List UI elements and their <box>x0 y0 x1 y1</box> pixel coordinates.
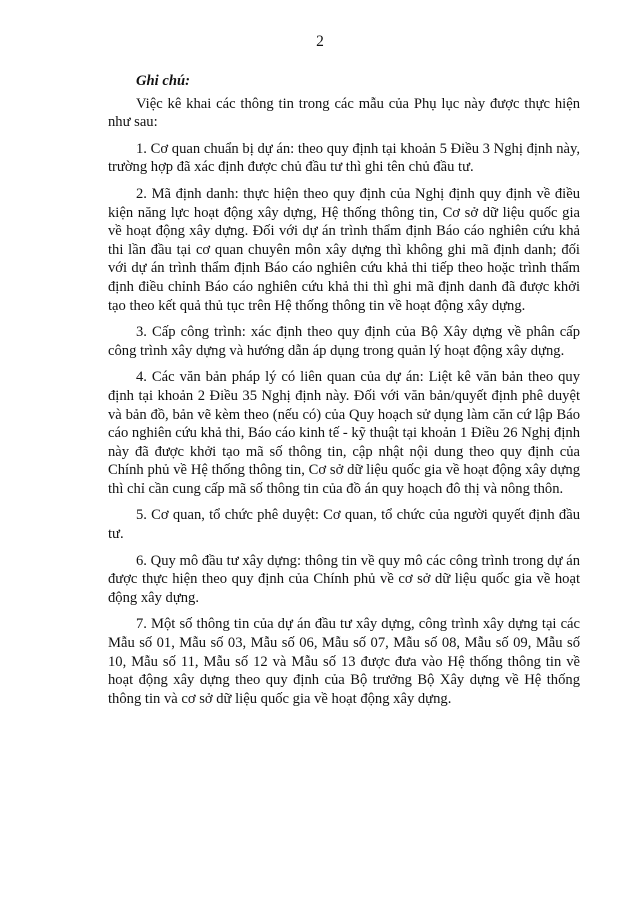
note-item-1: 1. Cơ quan chuẩn bị dự án: theo quy định tại khoản 5 Điều 3 Nghị định này, trường hợp đã xác định được chủ đầu tư thì ghi tên chủ đầu tư. <box>108 140 580 176</box>
note-item-5: 5. Cơ quan, tổ chức phê duyệt: Cơ quan, tổ chức của người quyết định đầu tư. <box>108 507 580 543</box>
note-item-2: 2. Mã định danh: thực hiện theo quy định của Nghị định quy định về điều kiện năng lực hoạt động xây dựng, Hệ thống thông tin, Cơ sở dữ liệu quốc gia về hoạt động xây dựng. Đối với dự án trình thẩm định Báo cáo nghiên cứu khả thi lần đầu tại cơ quan chuyên môn xây dựng thì không ghi mã định danh; đối với dự án trình thẩm định Báo cáo nghiên cứu khả thi tiếp theo hoặc trình thẩm định điều chỉnh Báo cáo nghiên cứu khả thi thì ghi mã định danh đã được khởi tạo theo kết quả thủ tục trên Hệ thống thông tin về hoạt động xây dựng. <box>108 185 580 314</box>
note-item-7: 7. Một số thông tin của dự án đầu tư xây dựng, công trình xây dựng tại các Mẫu số 01, Mẫu số 03, Mẫu số 06, Mẫu số 07, Mẫu số 08, Mẫu số 09, Mẫu số 10, Mẫu số 11, Mẫu số 12 và Mẫu số 13 được đưa vào Hệ thống thông tin về hoạt động xây dựng theo quy định của Bộ trưởng Bộ Xây dựng về Hệ thống thông tin và cơ sở dữ liệu quốc gia về hoạt động xây dựng. <box>108 616 580 707</box>
page-number: 2 <box>316 33 324 50</box>
note-item-4: 4. Các văn bản pháp lý có liên quan của dự án: Liệt kê văn bản theo quy định tại khoản 2 Điều 35 Nghị định này. Đối với văn bản/quyết định phê duyệt và bản đồ, bản vẽ kèm theo (nếu có) của Quy hoạch sử dụng làm căn cứ lập Báo cáo nghiên cứu khả thi, Báo cáo kinh tế - kỹ thuật tại khoản 1 Điều 26 Nghị định này đã được khởi tạo mã số thông tin, cập nhật nội dung theo quy định của Chính phủ về Hệ thống thông tin, Cơ sở dữ liệu quốc gia về hoạt động xây dựng thì chỉ cần cung cấp mã số thông tin của đồ án quy hoạch đô thị và nông thôn. <box>108 369 580 497</box>
document-body <box>108 72 580 716</box>
note-title: Ghi chú: <box>136 73 190 89</box>
intro-paragraph: Việc kê khai các thông tin trong các mẫu của Phụ lục này được thực hiện như sau: <box>108 95 580 131</box>
note-item-6: 6. Quy mô đầu tư xây dựng: thông tin về quy mô các công trình trong dự án được thực hiện theo quy định của Chính phủ về cơ sở dữ liệu quốc gia về hoạt động xây dựng. <box>108 552 580 606</box>
note-item-3: 3. Cấp công trình: xác định theo quy định của Bộ Xây dựng về phân cấp công trình xây dựng và hướng dẫn áp dụng trong quản lý hoạt động xây dựng. <box>108 324 580 359</box>
